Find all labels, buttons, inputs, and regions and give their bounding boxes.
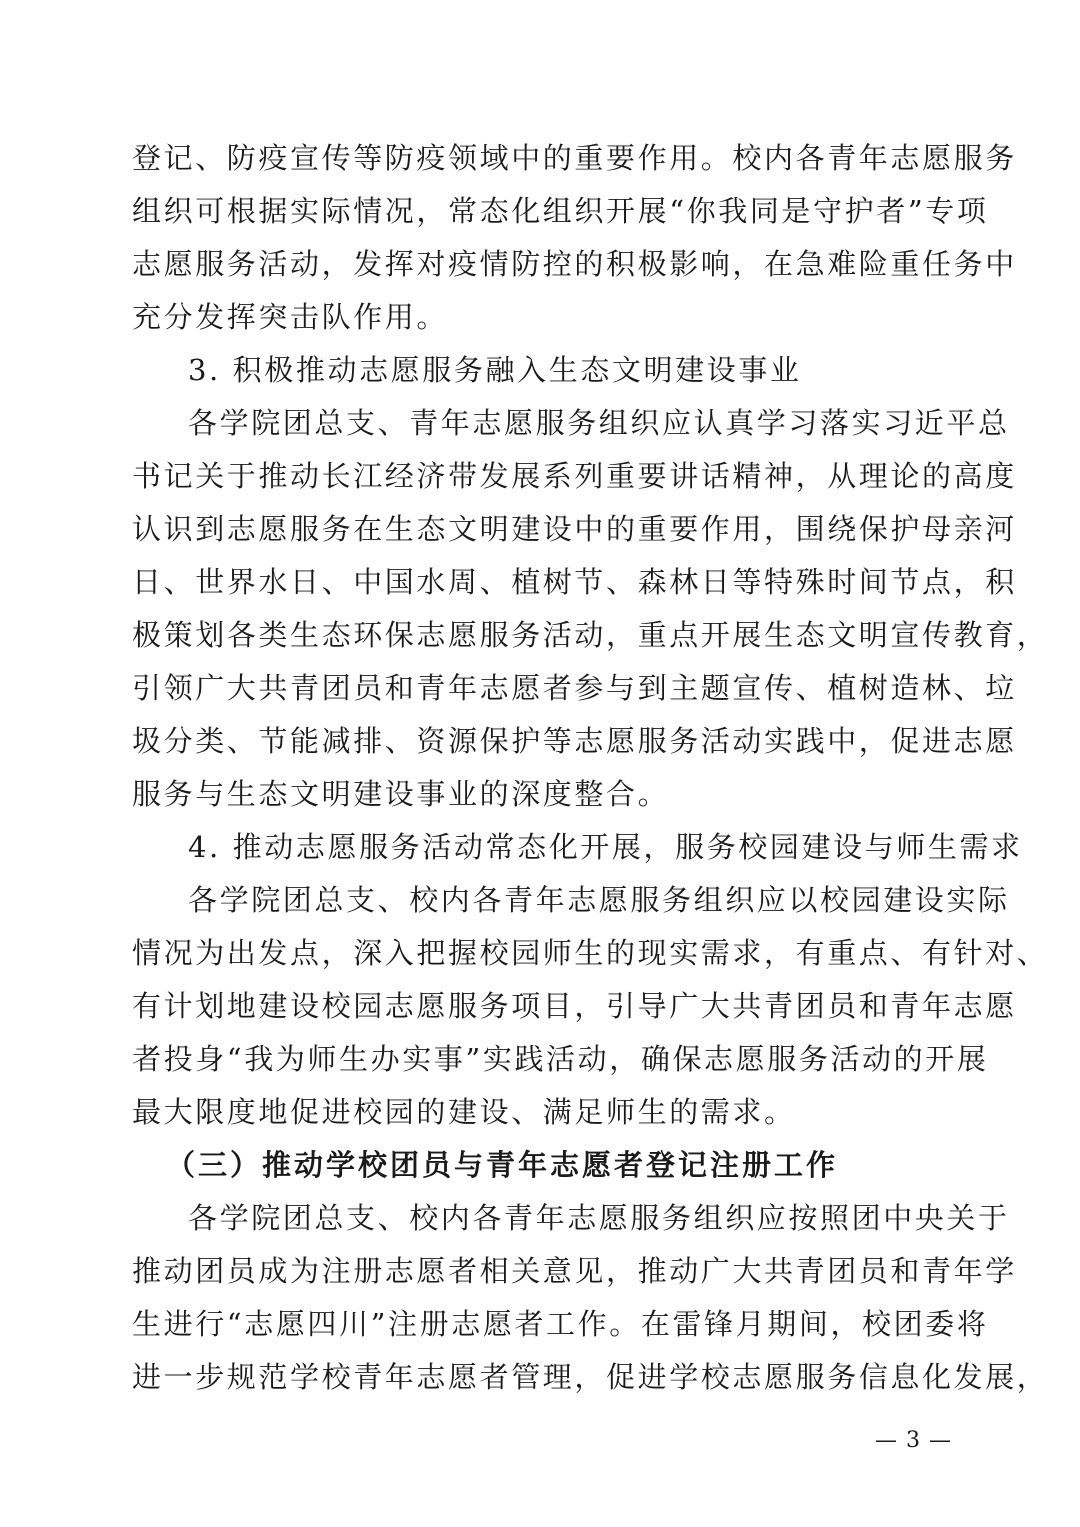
body-line: 认识到志愿服务在生态文明建设中的重要作用，围绕保护母亲河 [132,512,1017,546]
body-line: 登记、防疫宣传等防疫领域中的重要作用。校内各青年志愿服务 [132,141,1017,175]
section-heading-4: 4. 推动志愿服务活动常态化开展，服务校园建设与师生需求 [188,830,1023,864]
body-line: 圾分类、节能减排、资源保护等志愿服务活动实践中，促进志愿 [132,724,1017,758]
body-line: 生进行“志愿四川”注册志愿者工作。在雷锋月期间，校团委将 [132,1307,989,1341]
body-line: 推动团员成为注册志愿者相关意见，推动广大共青团员和青年学 [132,1254,1017,1288]
paragraph-start: 各学院团总支、校内各青年志愿服务组织应按照团中央关于 [188,1201,1010,1235]
document-body [132,132,1049,1404]
body-line: 组织可根据实际情况，常态化组织开展“你我同是守护者”专项 [132,194,989,228]
body-line: 情况为出发点，深入把握校园师生的现实需求，有重点、有针对、 [132,936,1049,970]
section-heading-san: （三）推动学校团员与青年志愿者登记注册工作 [166,1148,839,1182]
body-line: 进一步规范学校青年志愿者管理，促进学校志愿服务信息化发展， [132,1360,1049,1394]
paragraph-start: 各学院团总支、青年志愿服务组织应认真学习落实习近平总 [188,406,1010,440]
section-heading-3: 3. 积极推动志愿服务融入生态文明建设事业 [188,353,802,387]
body-line: 充分发挥突击队作用。 [132,300,449,334]
body-line: 有计划地建设校园志愿服务项目，引导广大共青团员和青年志愿 [132,989,1017,1023]
body-line: 日、世界水日、中国水周、植树节、森林日等特殊时间节点，积 [132,565,1017,599]
page-number: — 3 — [875,1428,952,1453]
body-line: 者投身“我为师生办实事”实践活动，确保志愿服务活动的开展 [132,1042,989,1076]
body-line: 引领广大共青团员和青年志愿者参与到主题宣传、植树造林、垃 [132,671,1017,705]
body-line: 志愿服务活动，发挥对疫情防控的积极影响，在急难险重任务中 [132,247,1017,281]
body-line: 最大限度地促进校园的建设、满足师生的需求。 [132,1095,796,1129]
body-line: 服务与生态文明建设事业的深度整合。 [132,777,670,811]
body-line: 极策划各类生态环保志愿服务活动，重点开展生态文明宣传教育， [132,618,1049,652]
body-line: 书记关于推动长江经济带发展系列重要讲话精神，从理论的高度 [132,459,1017,493]
paragraph-start: 各学院团总支、校内各青年志愿服务组织应以校园建设实际 [188,883,1010,917]
